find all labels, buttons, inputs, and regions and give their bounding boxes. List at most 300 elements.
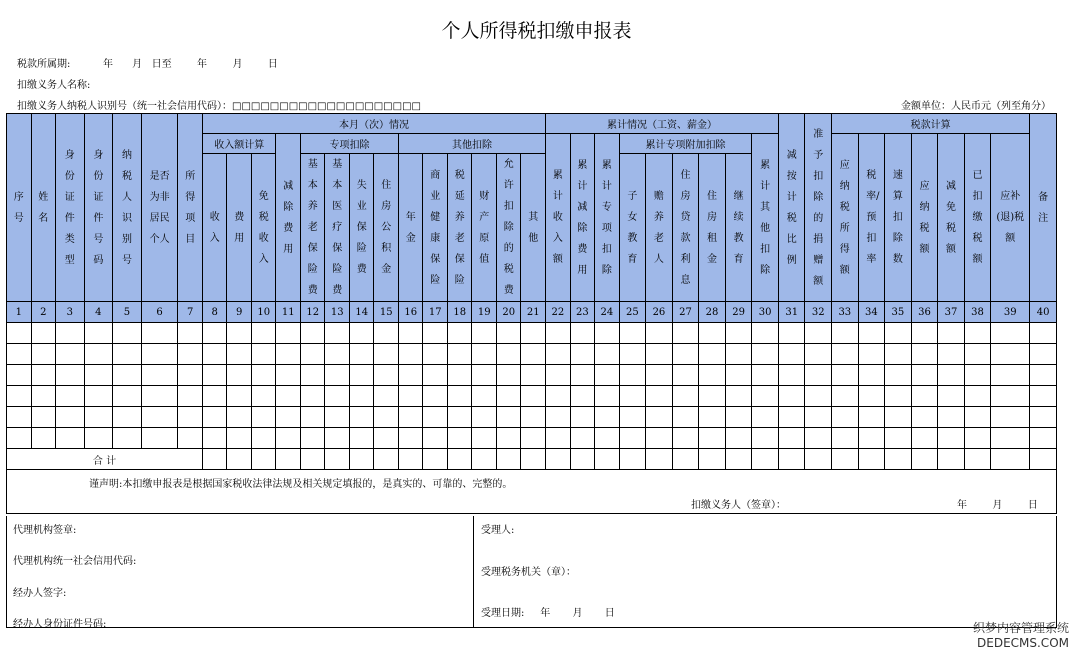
total-cell[interactable] xyxy=(858,449,885,470)
table-cell[interactable] xyxy=(570,407,595,428)
table-cell[interactable] xyxy=(496,344,521,365)
table-cell[interactable] xyxy=(398,344,423,365)
table-cell[interactable] xyxy=(646,428,673,449)
table-cell[interactable] xyxy=(202,344,227,365)
table-cell[interactable] xyxy=(991,323,1030,344)
table-cell[interactable] xyxy=(325,428,350,449)
table-cell[interactable] xyxy=(672,407,699,428)
table-cell[interactable] xyxy=(31,428,56,449)
group-header-cumulative: 累计情况（工资、薪金） xyxy=(546,114,779,134)
table-cell[interactable] xyxy=(84,365,113,386)
total-cell[interactable] xyxy=(202,449,227,470)
table-cell[interactable] xyxy=(858,386,885,407)
table-cell[interactable] xyxy=(56,365,85,386)
table-cell[interactable] xyxy=(141,323,178,344)
table-cell[interactable] xyxy=(472,323,497,344)
table-cell[interactable] xyxy=(31,365,56,386)
table-cell[interactable] xyxy=(325,344,350,365)
table-cell[interactable] xyxy=(546,407,571,428)
table-cell[interactable] xyxy=(858,344,885,365)
table-cell[interactable] xyxy=(938,428,965,449)
table-cell[interactable] xyxy=(595,365,620,386)
table-cell[interactable] xyxy=(699,365,726,386)
table-cell[interactable] xyxy=(496,323,521,344)
table-cell[interactable] xyxy=(227,365,252,386)
table-cell[interactable] xyxy=(672,428,699,449)
table-cell[interactable] xyxy=(805,344,832,365)
total-cell[interactable] xyxy=(832,449,859,470)
table-cell[interactable] xyxy=(619,428,646,449)
table-cell[interactable] xyxy=(619,344,646,365)
column-number: 22 xyxy=(546,302,571,323)
total-cell[interactable] xyxy=(725,449,752,470)
page-title: 个人所得税扣缴申报表 xyxy=(441,20,632,42)
table-cell[interactable] xyxy=(113,365,142,386)
table-cell[interactable] xyxy=(423,365,448,386)
table-cell[interactable] xyxy=(1030,365,1057,386)
col-header-id-no: 身份证件号码 xyxy=(84,114,113,302)
table-cell[interactable] xyxy=(398,428,423,449)
table-cell[interactable] xyxy=(325,323,350,344)
table-cell[interactable] xyxy=(447,365,472,386)
table-cell[interactable] xyxy=(276,428,301,449)
table-cell[interactable] xyxy=(178,344,203,365)
table-cell[interactable] xyxy=(938,407,965,428)
table-cell[interactable] xyxy=(521,365,546,386)
table-cell[interactable] xyxy=(31,407,56,428)
table-cell[interactable] xyxy=(672,365,699,386)
total-cell[interactable] xyxy=(964,449,991,470)
total-cell[interactable] xyxy=(300,449,325,470)
table-cell[interactable] xyxy=(1030,407,1057,428)
total-cell[interactable] xyxy=(398,449,423,470)
table-cell[interactable] xyxy=(276,407,301,428)
table-cell[interactable] xyxy=(227,407,252,428)
table-cell[interactable] xyxy=(619,407,646,428)
table-cell[interactable] xyxy=(646,386,673,407)
table-cell[interactable] xyxy=(227,428,252,449)
table-cell[interactable] xyxy=(202,407,227,428)
table-cell[interactable] xyxy=(423,323,448,344)
table-cell[interactable] xyxy=(546,365,571,386)
table-cell[interactable] xyxy=(672,323,699,344)
table-cell[interactable] xyxy=(752,323,779,344)
table-cell[interactable] xyxy=(7,386,32,407)
table-cell[interactable] xyxy=(938,344,965,365)
table-cell[interactable] xyxy=(938,386,965,407)
table-cell[interactable] xyxy=(672,344,699,365)
table-cell[interactable] xyxy=(595,323,620,344)
table-cell[interactable] xyxy=(251,386,276,407)
table-cell[interactable] xyxy=(398,407,423,428)
table-cell[interactable] xyxy=(113,323,142,344)
table-cell[interactable] xyxy=(991,365,1030,386)
table-cell[interactable] xyxy=(832,365,859,386)
column-number: 20 xyxy=(496,302,521,323)
total-cell[interactable] xyxy=(646,449,673,470)
table-cell[interactable] xyxy=(227,386,252,407)
table-cell[interactable] xyxy=(113,344,142,365)
total-cell[interactable] xyxy=(1030,449,1057,470)
table-cell[interactable] xyxy=(885,365,912,386)
table-cell[interactable] xyxy=(113,428,142,449)
table-cell[interactable] xyxy=(1030,428,1057,449)
table-cell[interactable] xyxy=(447,386,472,407)
table-cell[interactable] xyxy=(7,365,32,386)
table-cell[interactable] xyxy=(778,407,805,428)
table-cell[interactable] xyxy=(911,428,938,449)
table-cell[interactable] xyxy=(374,323,399,344)
table-cell[interactable] xyxy=(472,344,497,365)
table-cell[interactable] xyxy=(832,323,859,344)
table-cell[interactable] xyxy=(84,428,113,449)
table-cell[interactable] xyxy=(619,365,646,386)
table-cell[interactable] xyxy=(300,323,325,344)
table-cell[interactable] xyxy=(858,407,885,428)
col-header-cum-deduct-expense: 累计减除费用 xyxy=(570,134,595,302)
table-cell[interactable] xyxy=(7,344,32,365)
table-cell[interactable] xyxy=(202,428,227,449)
table-cell[interactable] xyxy=(349,407,374,428)
table-cell[interactable] xyxy=(832,386,859,407)
table-cell[interactable] xyxy=(202,365,227,386)
table-cell[interactable] xyxy=(725,407,752,428)
agency-code-label: 代理机构统一社会信用代码: xyxy=(13,556,137,567)
table-cell[interactable] xyxy=(570,386,595,407)
table-cell[interactable] xyxy=(752,344,779,365)
table-cell[interactable] xyxy=(325,407,350,428)
table-cell[interactable] xyxy=(699,407,726,428)
table-cell[interactable] xyxy=(964,323,991,344)
table-cell[interactable] xyxy=(885,323,912,344)
col-header-income: 收入 xyxy=(202,154,227,302)
receive-date-label: 受理日期: 年 月 日 xyxy=(481,608,615,619)
table-cell[interactable] xyxy=(178,407,203,428)
table-cell[interactable] xyxy=(646,407,673,428)
total-cell[interactable] xyxy=(349,449,374,470)
table-cell[interactable] xyxy=(725,365,752,386)
table-cell[interactable] xyxy=(251,344,276,365)
table-cell[interactable] xyxy=(31,323,56,344)
table-cell[interactable] xyxy=(178,428,203,449)
table-cell[interactable] xyxy=(349,386,374,407)
table-cell[interactable] xyxy=(521,407,546,428)
column-number: 1 xyxy=(7,302,32,323)
total-cell[interactable] xyxy=(619,449,646,470)
table-cell[interactable] xyxy=(423,407,448,428)
total-cell[interactable] xyxy=(595,449,620,470)
table-cell[interactable] xyxy=(251,428,276,449)
total-cell[interactable] xyxy=(672,449,699,470)
table-cell[interactable] xyxy=(646,365,673,386)
table-cell[interactable] xyxy=(398,323,423,344)
table-cell[interactable] xyxy=(752,407,779,428)
total-cell[interactable] xyxy=(276,449,301,470)
table-cell[interactable] xyxy=(805,365,832,386)
agent-id-label: 扣缴义务人纳税人识别号（统一社会信用代码）：□□□□□□□□□□□□□□□□□□□□ xyxy=(17,101,421,112)
table-cell[interactable] xyxy=(911,386,938,407)
table-cell[interactable] xyxy=(423,386,448,407)
table-cell[interactable] xyxy=(805,323,832,344)
total-cell[interactable] xyxy=(778,449,805,470)
table-cell[interactable] xyxy=(7,407,32,428)
table-cell[interactable] xyxy=(472,407,497,428)
table-cell[interactable] xyxy=(646,323,673,344)
table-cell[interactable] xyxy=(885,407,912,428)
table-cell[interactable] xyxy=(276,386,301,407)
table-cell[interactable] xyxy=(991,344,1030,365)
table-cell[interactable] xyxy=(31,344,56,365)
table-cell[interactable] xyxy=(832,344,859,365)
table-cell[interactable] xyxy=(349,428,374,449)
table-cell[interactable] xyxy=(202,323,227,344)
total-cell[interactable] xyxy=(885,449,912,470)
total-cell[interactable] xyxy=(251,449,276,470)
table-cell[interactable] xyxy=(672,386,699,407)
col-header-tax-payable: 应纳税额 xyxy=(911,134,938,302)
total-cell[interactable] xyxy=(472,449,497,470)
table-cell[interactable] xyxy=(595,428,620,449)
table-cell[interactable] xyxy=(699,386,726,407)
table-cell[interactable] xyxy=(56,428,85,449)
table-cell[interactable] xyxy=(805,407,832,428)
table-cell[interactable] xyxy=(374,428,399,449)
table-cell[interactable] xyxy=(964,344,991,365)
total-cell[interactable] xyxy=(447,449,472,470)
table-cell[interactable] xyxy=(300,365,325,386)
table-cell[interactable] xyxy=(646,344,673,365)
table-cell[interactable] xyxy=(141,428,178,449)
table-cell[interactable] xyxy=(447,407,472,428)
table-cell[interactable] xyxy=(570,365,595,386)
table-cell[interactable] xyxy=(7,428,32,449)
table-cell[interactable] xyxy=(546,344,571,365)
table-cell[interactable] xyxy=(496,428,521,449)
table-cell[interactable] xyxy=(227,323,252,344)
table-cell[interactable] xyxy=(725,323,752,344)
table-cell[interactable] xyxy=(778,323,805,344)
table-cell[interactable] xyxy=(832,407,859,428)
table-cell[interactable] xyxy=(991,428,1030,449)
table-cell[interactable] xyxy=(56,323,85,344)
total-cell[interactable] xyxy=(699,449,726,470)
table-cell[interactable] xyxy=(472,386,497,407)
table-cell[interactable] xyxy=(141,344,178,365)
table-cell[interactable] xyxy=(113,407,142,428)
table-cell[interactable] xyxy=(447,428,472,449)
col-header-cum-income: 累计收入额 xyxy=(546,134,571,302)
total-cell[interactable] xyxy=(938,449,965,470)
table-cell[interactable] xyxy=(546,386,571,407)
table-cell[interactable] xyxy=(964,428,991,449)
table-cell[interactable] xyxy=(496,386,521,407)
table-cell[interactable] xyxy=(964,407,991,428)
total-cell[interactable] xyxy=(423,449,448,470)
table-cell[interactable] xyxy=(300,386,325,407)
table-cell[interactable] xyxy=(325,365,350,386)
total-cell[interactable] xyxy=(991,449,1030,470)
total-cell[interactable] xyxy=(805,449,832,470)
bottom-panel xyxy=(6,516,1057,628)
table-cell[interactable] xyxy=(858,365,885,386)
table-cell[interactable] xyxy=(178,323,203,344)
table-cell[interactable] xyxy=(349,365,374,386)
group-header-current-period: 本月（次）情况 xyxy=(202,114,545,134)
table-cell[interactable] xyxy=(911,365,938,386)
table-cell[interactable] xyxy=(113,386,142,407)
table-cell[interactable] xyxy=(496,365,521,386)
table-cell[interactable] xyxy=(725,344,752,365)
table-cell[interactable] xyxy=(141,407,178,428)
table-cell[interactable] xyxy=(570,323,595,344)
table-cell[interactable] xyxy=(699,323,726,344)
table-cell[interactable] xyxy=(141,386,178,407)
total-cell[interactable] xyxy=(325,449,350,470)
table-cell[interactable] xyxy=(374,407,399,428)
table-cell[interactable] xyxy=(300,407,325,428)
table-cell[interactable] xyxy=(84,386,113,407)
table-cell[interactable] xyxy=(521,344,546,365)
table-row xyxy=(7,428,1057,449)
column-number: 30 xyxy=(752,302,779,323)
table-cell[interactable] xyxy=(938,323,965,344)
table-cell[interactable] xyxy=(398,386,423,407)
table-cell[interactable] xyxy=(778,365,805,386)
table-cell[interactable] xyxy=(251,365,276,386)
table-cell[interactable] xyxy=(276,365,301,386)
table-cell[interactable] xyxy=(374,386,399,407)
table-cell[interactable] xyxy=(1030,344,1057,365)
table-cell[interactable] xyxy=(595,386,620,407)
total-cell[interactable] xyxy=(521,449,546,470)
total-cell[interactable] xyxy=(227,449,252,470)
column-number: 19 xyxy=(472,302,497,323)
table-cell[interactable] xyxy=(447,323,472,344)
total-cell[interactable] xyxy=(911,449,938,470)
group-header-cum-special-additional: 累计专项附加扣除 xyxy=(619,134,752,154)
table-cell[interactable] xyxy=(423,344,448,365)
table-cell[interactable] xyxy=(521,386,546,407)
table-cell[interactable] xyxy=(374,365,399,386)
col-header-mortgage: 住房贷款利息 xyxy=(672,154,699,302)
table-cell[interactable] xyxy=(1030,386,1057,407)
table-cell[interactable] xyxy=(31,386,56,407)
table-cell[interactable] xyxy=(699,428,726,449)
table-cell[interactable] xyxy=(546,428,571,449)
table-cell[interactable] xyxy=(858,323,885,344)
table-cell[interactable] xyxy=(300,428,325,449)
table-cell[interactable] xyxy=(374,344,399,365)
table-cell[interactable] xyxy=(178,365,203,386)
table-cell[interactable] xyxy=(521,428,546,449)
table-cell[interactable] xyxy=(300,344,325,365)
table-cell[interactable] xyxy=(858,428,885,449)
total-cell[interactable] xyxy=(570,449,595,470)
column-number: 29 xyxy=(725,302,752,323)
table-cell[interactable] xyxy=(423,428,448,449)
table-cell[interactable] xyxy=(178,386,203,407)
column-number: 6 xyxy=(141,302,178,323)
table-cell[interactable] xyxy=(141,365,178,386)
table-cell[interactable] xyxy=(725,428,752,449)
table-cell[interactable] xyxy=(472,365,497,386)
total-cell[interactable] xyxy=(752,449,779,470)
table-cell[interactable] xyxy=(251,323,276,344)
table-cell[interactable] xyxy=(832,428,859,449)
table-cell[interactable] xyxy=(699,344,726,365)
table-cell[interactable] xyxy=(964,365,991,386)
table-cell[interactable] xyxy=(619,323,646,344)
col-header-income-item: 所得项目 xyxy=(178,114,203,302)
table-cell[interactable] xyxy=(398,365,423,386)
table-cell[interactable] xyxy=(595,407,620,428)
table-cell[interactable] xyxy=(911,407,938,428)
table-cell[interactable] xyxy=(991,407,1030,428)
table-cell[interactable] xyxy=(911,323,938,344)
table-cell[interactable] xyxy=(521,323,546,344)
table-cell[interactable] xyxy=(56,407,85,428)
table-cell[interactable] xyxy=(938,365,965,386)
table-cell[interactable] xyxy=(546,323,571,344)
watermark-line2: DEDECMS.COM xyxy=(977,636,1069,650)
table-cell[interactable] xyxy=(619,386,646,407)
table-cell[interactable] xyxy=(349,344,374,365)
table-cell[interactable] xyxy=(251,407,276,428)
total-cell[interactable] xyxy=(546,449,571,470)
table-cell[interactable] xyxy=(84,344,113,365)
table-cell[interactable] xyxy=(885,386,912,407)
table-cell[interactable] xyxy=(227,344,252,365)
table-cell[interactable] xyxy=(56,344,85,365)
table-cell[interactable] xyxy=(752,365,779,386)
table-cell[interactable] xyxy=(496,407,521,428)
total-cell[interactable] xyxy=(374,449,399,470)
table-cell[interactable] xyxy=(752,428,779,449)
table-cell[interactable] xyxy=(964,386,991,407)
table-cell[interactable] xyxy=(778,386,805,407)
total-cell[interactable] xyxy=(496,449,521,470)
table-cell[interactable] xyxy=(447,344,472,365)
col-header-allowed-tax: 允许扣除的税费 xyxy=(496,154,521,302)
table-cell[interactable] xyxy=(911,344,938,365)
table-cell[interactable] xyxy=(276,323,301,344)
table-cell[interactable] xyxy=(595,344,620,365)
table-cell[interactable] xyxy=(885,344,912,365)
table-cell[interactable] xyxy=(276,344,301,365)
table-cell[interactable] xyxy=(570,428,595,449)
table-cell[interactable] xyxy=(570,344,595,365)
table-cell[interactable] xyxy=(805,386,832,407)
table-cell[interactable] xyxy=(84,407,113,428)
table-cell[interactable] xyxy=(56,386,85,407)
table-cell[interactable] xyxy=(752,386,779,407)
table-cell[interactable] xyxy=(778,344,805,365)
table-cell[interactable] xyxy=(991,386,1030,407)
table-cell[interactable] xyxy=(325,386,350,407)
table-cell[interactable] xyxy=(725,386,752,407)
table-cell[interactable] xyxy=(7,323,32,344)
table-cell[interactable] xyxy=(202,386,227,407)
column-number: 15 xyxy=(374,302,399,323)
table-cell[interactable] xyxy=(805,428,832,449)
table-cell[interactable] xyxy=(349,323,374,344)
table-cell[interactable] xyxy=(84,323,113,344)
col-header-cum-special-deduct: 累计专项扣除 xyxy=(595,134,620,302)
table-cell[interactable] xyxy=(778,428,805,449)
table-cell[interactable] xyxy=(885,428,912,449)
table-cell[interactable] xyxy=(1030,323,1057,344)
table-cell[interactable] xyxy=(472,428,497,449)
